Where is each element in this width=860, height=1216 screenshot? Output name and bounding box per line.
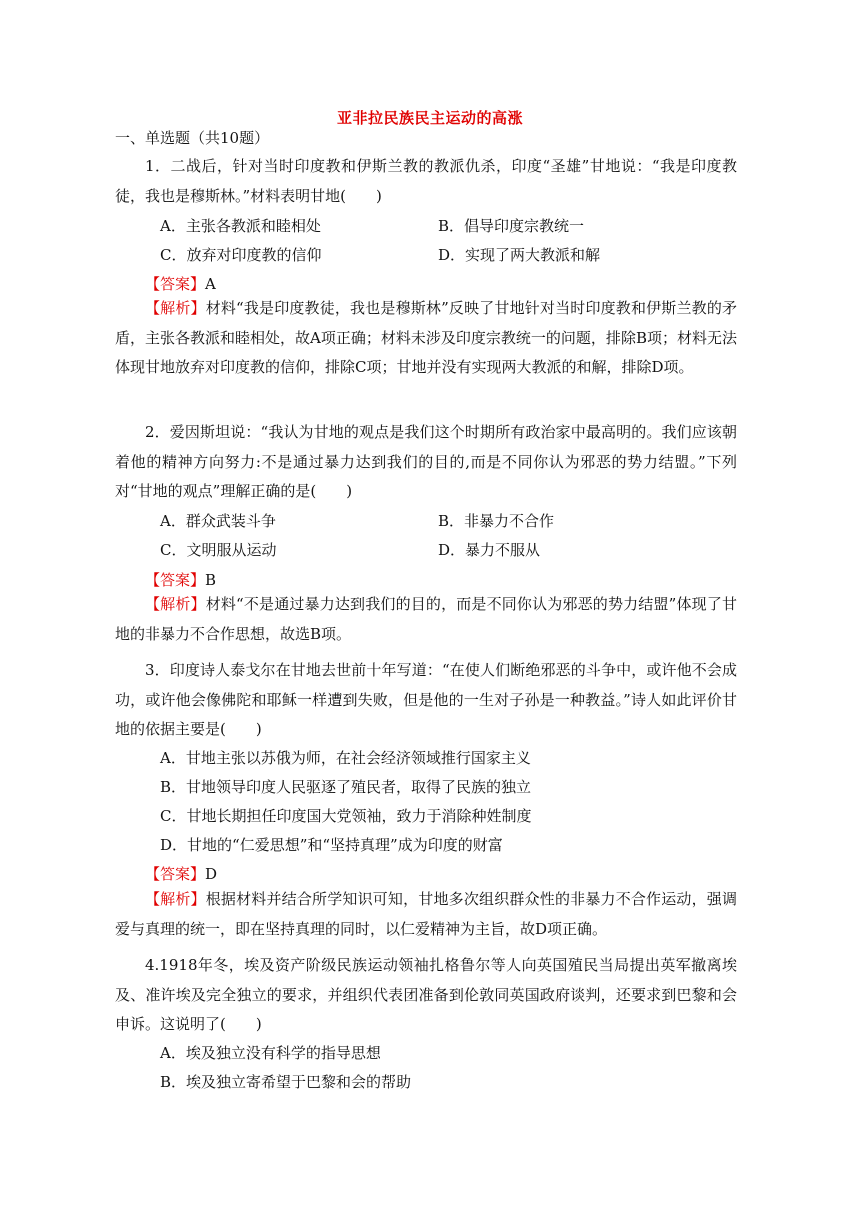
question-2-option-b: B．非暴力不合作: [438, 512, 555, 530]
question-3-option-a: A．甘地主张以苏俄为师，在社会经济领域推行国家主义: [160, 749, 531, 767]
analysis-text: 材料“我是印度教徒，我也是穆斯林”反映了甘地针对当时印度教和伊斯兰教的矛盾，主张各教派和睦相处，故A项正确；材料未涉及印度宗教统一的问题，排除B项；材料无法体现甘地放弃对印度教的信仰，排除C项；甘地并没有实现两大教派的和解，排除D项。: [115, 299, 737, 376]
section-heading: 一、单选题（共10题）: [115, 129, 270, 147]
question-2-analysis: [115, 590, 737, 649]
question-1-option-d: D．实现了两大教派和解: [438, 246, 601, 264]
analysis-tag: 【解析】: [145, 595, 206, 613]
analysis-tag: 【解析】: [145, 299, 206, 317]
answer-value: A: [205, 275, 216, 293]
question-1-answer: [145, 274, 216, 294]
question-4-option-a: A．埃及独立没有科学的指导思想: [160, 1044, 381, 1062]
question-4-option-b: B．埃及独立寄希望于巴黎和会的帮助: [160, 1073, 412, 1091]
question-1-option-c: C．放弃对印度教的信仰: [160, 246, 322, 264]
question-3-stem: 3．印度诗人泰戈尔在甘地去世前十年写道：“在使人们断绝邪恶的斗争中，或许他不会成功，或许他会像佛陀和耶稣一样遭到失败，但是他的一生对子孙是一种教益。”诗人如此评价甘地的依据主要是( ): [115, 661, 737, 738]
question-1-stem: 1．二战后，针对当时印度教和伊斯兰教的教派仇杀，印度“圣雄”甘地说：“我是印度教徒，我也是穆斯林。”材料表明甘地( ): [115, 157, 737, 205]
question-2-option-d: D．暴力不服从: [438, 541, 541, 559]
question-1-option-a: A．主张各教派和睦相处: [160, 217, 321, 235]
question-1-option-b: B．倡导印度宗教统一: [438, 217, 585, 235]
answer-value: B: [205, 571, 217, 589]
question-3-option-c: C．甘地长期担任印度国大党领袖，致力于消除种姓制度: [160, 807, 532, 825]
question-3-answer: [145, 864, 217, 884]
answer-value: D: [205, 865, 218, 883]
analysis-text: 根据材料并结合所学知识可知，甘地多次组织群众性的非暴力不合作运动，强调爱与真理的统一，即在坚持真理的同时，以仁爱精神为主旨，故D项正确。: [115, 890, 737, 938]
question-3-option-d: D．甘地的“仁爱思想”和“坚持真理”成为印度的财富: [160, 836, 503, 854]
question-2-stem: 2．爱因斯坦说：“我认为甘地的观点是我们这个时期所有政治家中最高明的。我们应该朝着他的精神方向努力:不是通过暴力达到我们的目的,而是不同你认为邪恶的势力结盟。”下列对“甘地的观点”理解正确的是( ): [115, 423, 737, 500]
question-1-analysis: [115, 294, 737, 383]
question-2-option-c: C．文明服从运动: [160, 541, 277, 559]
question-2-option-a: A．群众武装斗争: [160, 512, 276, 530]
question-2-answer: [145, 570, 216, 590]
answer-tag: 【答案】: [145, 865, 206, 883]
answer-tag: 【答案】: [145, 571, 206, 589]
question-4-stem: 4.1918年冬，埃及资产阶级民族运动领袖扎格鲁尔等人向英国殖民当局提出英军撤离埃及、准许埃及完全独立的要求，并组织代表团准备到伦敦同英国政府谈判，还要求到巴黎和会申诉。这说明了( ): [115, 956, 737, 1033]
analysis-tag: 【解析】: [145, 890, 206, 908]
question-3-analysis: [115, 885, 737, 944]
document-title: 亚非拉民族民主运动的高涨: [336, 109, 523, 127]
answer-tag: 【答案】: [145, 275, 206, 293]
question-3-option-b: B．甘地领导印度人民驱逐了殖民者，取得了民族的独立: [160, 778, 532, 796]
analysis-text: 材料“不是通过暴力达到我们的目的，而是不同你认为邪恶的势力结盟”体现了甘地的非暴力不合作思想，故选B项。: [115, 595, 737, 643]
